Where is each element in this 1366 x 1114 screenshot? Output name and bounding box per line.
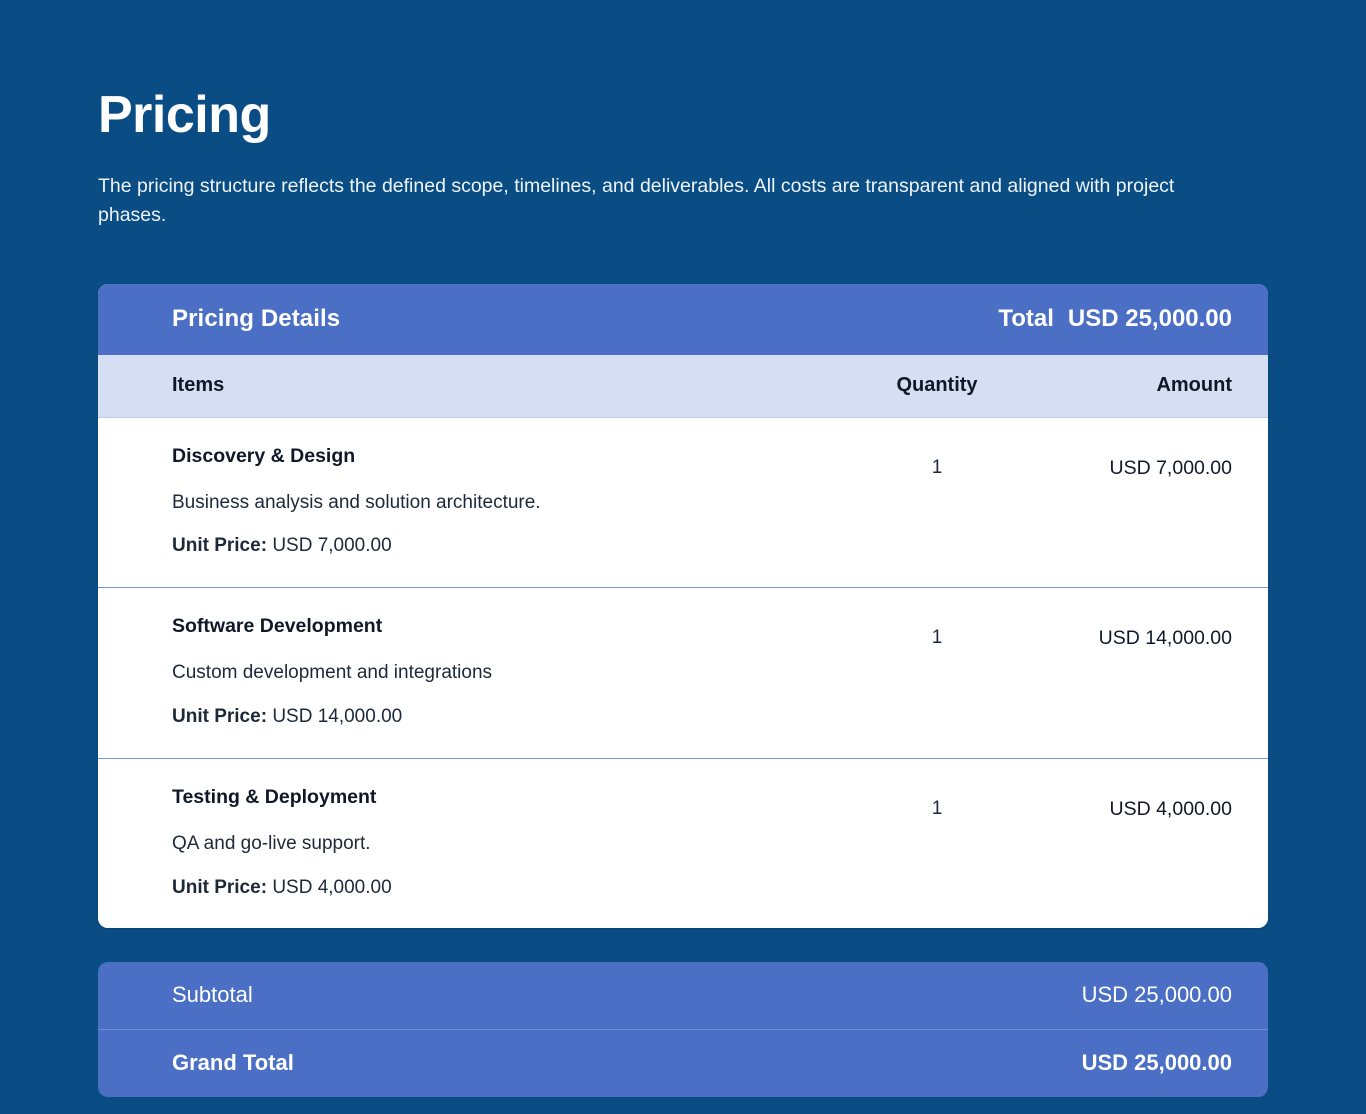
row-item-cell xyxy=(172,444,847,561)
item-description: QA and go-live support. xyxy=(172,832,371,854)
item-unit-price xyxy=(172,875,847,902)
row-quantity: 1 xyxy=(931,627,943,649)
table-row xyxy=(98,759,1268,929)
row-quantity: 1 xyxy=(931,456,943,478)
item-name: Discovery & Design xyxy=(172,444,356,467)
row-amount: USD 7,000.00 xyxy=(1109,456,1232,479)
item-name: Testing & Deployment xyxy=(172,785,377,808)
row-item-cell xyxy=(172,614,847,731)
grand-total-row xyxy=(98,1030,1268,1097)
item-unit-price xyxy=(172,704,847,731)
pricing-card-total xyxy=(998,305,1232,333)
item-unit-price-label: Unit Price: xyxy=(172,876,268,898)
page-intro-text: The pricing structure reflects the defined scope, timelines, and deliverables. All costs are transparent and aligned with project phases. xyxy=(98,174,1175,226)
table-row xyxy=(98,588,1268,759)
item-description: Business analysis and solution architecture. xyxy=(172,491,541,513)
pricing-table-header-row xyxy=(98,355,1268,418)
column-header-items: Items xyxy=(172,373,225,396)
subtotal-row xyxy=(98,962,1268,1030)
subtotal-value: USD 25,000.00 xyxy=(1081,982,1232,1008)
totals-card xyxy=(98,962,1268,1097)
item-name: Software Development xyxy=(172,615,383,638)
pricing-card-title: Pricing Details xyxy=(172,304,341,332)
pricing-card-total-value: USD 25,000.00 xyxy=(1067,304,1232,332)
column-header-quantity: Quantity xyxy=(896,373,978,396)
item-unit-price-label: Unit Price: xyxy=(172,705,268,727)
row-amount: USD 4,000.00 xyxy=(1109,797,1232,820)
grand-total-value: USD 25,000.00 xyxy=(1081,1050,1232,1076)
subtotal-label: Subtotal xyxy=(172,982,253,1008)
item-unit-price-value: USD 4,000.00 xyxy=(272,876,392,898)
row-item-cell xyxy=(172,785,847,902)
item-description: Custom development and integrations xyxy=(172,662,493,684)
item-unit-price-value: USD 14,000.00 xyxy=(272,705,403,727)
pricing-details-card xyxy=(98,284,1268,929)
grand-total-label: Grand Total xyxy=(172,1050,294,1076)
item-unit-price-value: USD 7,000.00 xyxy=(272,535,392,557)
pricing-card-total-label: Total xyxy=(998,304,1054,332)
row-amount: USD 14,000.00 xyxy=(1098,627,1232,650)
page-title: Pricing xyxy=(98,86,271,144)
item-unit-price-label: Unit Price: xyxy=(172,535,268,557)
table-row xyxy=(98,418,1268,589)
column-header-amount: Amount xyxy=(1156,373,1232,396)
item-unit-price xyxy=(172,533,847,560)
pricing-card-header xyxy=(98,284,1268,355)
row-quantity: 1 xyxy=(931,797,943,819)
